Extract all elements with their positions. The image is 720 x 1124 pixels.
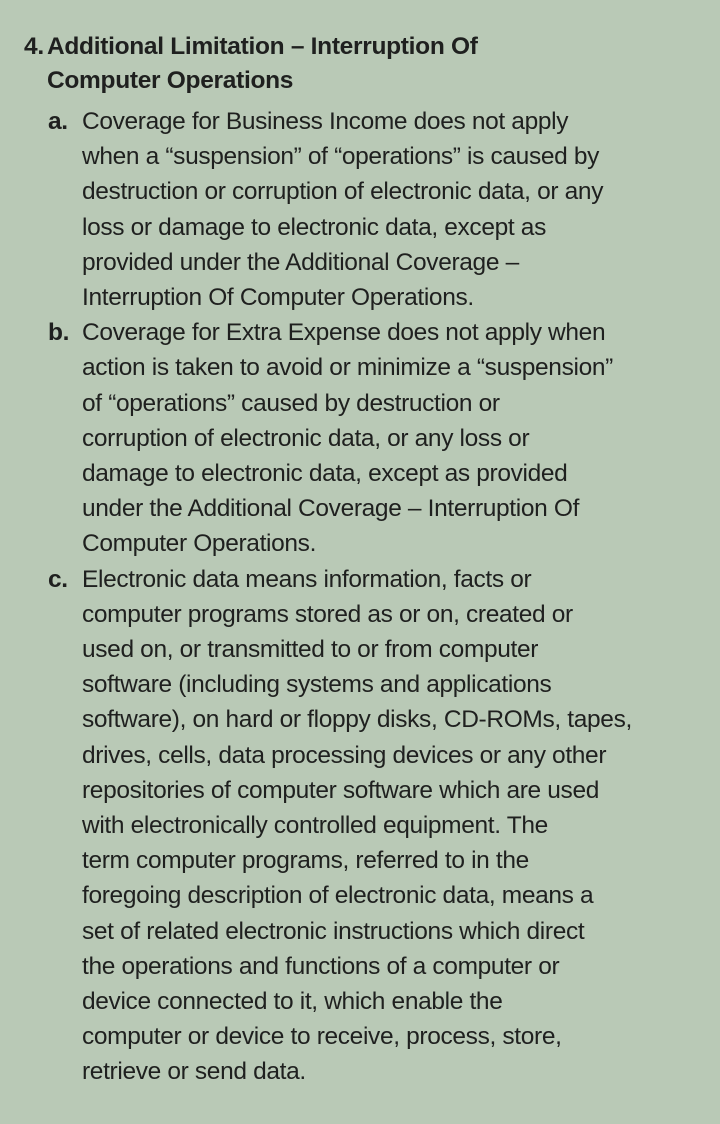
section-number: 4.: [24, 33, 44, 60]
list-item-text: Coverage for Extra Expense does not apply when action is taken to avoid or minimize a “suspension” of “operations” caused by destruction or corruption of electronic data, or any loss or damage to electronic data, except as provided under the Additional Coverage – Interruption Of Computer Operations.: [82, 319, 613, 558]
list-item-b: [24, 315, 696, 561]
list-item-text: Electronic data means information, facts or computer programs stored as or on, created or used on, or transmitted to or from computer software (including systems and applications software), on hard or floppy disks, CD-ROMs, tapes, drives, cells, data processing devices or any other repositories of computer software which are used with electronically controlled equipment. The term computer programs, referred to in the foregoing description of electronic data, means a set of related electronic instructions which direct the operations and functions of a computer or device connected to it, which enable the computer or device to receive, process, store, retrieve or send data.: [82, 565, 632, 1086]
list-item-label: c.: [48, 565, 68, 593]
list-item-a: [24, 104, 696, 315]
section-title: Additional Limitation – Interruption Of Computer Operations: [47, 33, 478, 94]
list-item-c: [24, 562, 696, 1090]
section-heading: [24, 30, 696, 98]
list-item-text: Coverage for Business Income does not apply when a “suspension” of “operations” is caused by destruction or corruption of electronic data, or any loss or damage to electronic data, except as provided under the Additional Coverage – Interruption Of Computer Operations.: [82, 108, 604, 312]
limitation-list: [24, 104, 696, 1090]
list-item-label: a.: [48, 108, 68, 135]
list-item-label: b.: [48, 319, 70, 347]
